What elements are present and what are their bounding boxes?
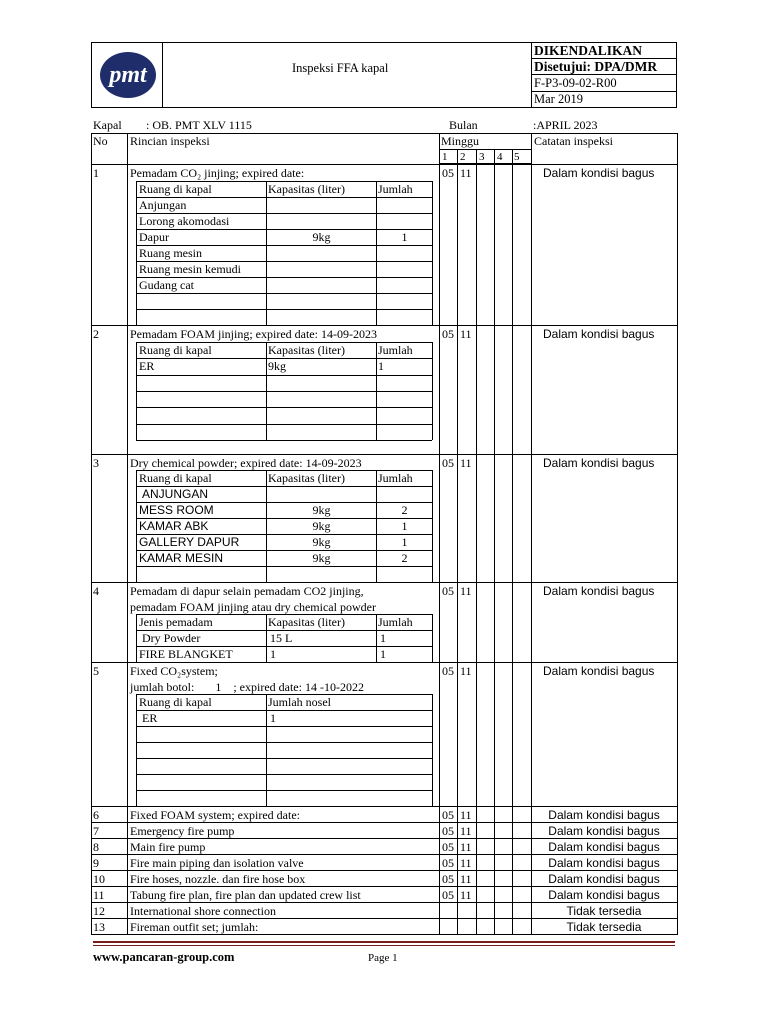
item-4-title-1: Pemadam di dapur selain pemadam CO2 jinjing, — [130, 584, 364, 598]
item-4-no: 4 — [93, 584, 99, 598]
item-5-note: Dalam kondisi bagus — [543, 664, 655, 678]
col-header-rincian: Rincian inspeksi — [130, 134, 210, 148]
item-row-note: Tidak tersedia — [566, 904, 642, 918]
item-3-capacity: 9kg — [312, 503, 331, 517]
item-row-no: 11 — [93, 888, 105, 902]
item-row-note: Tidak tersedia — [566, 920, 642, 934]
item-1-title: Pemadam CO₂ jinjing; expired date: — [130, 166, 305, 180]
item-row-desc: Fireman outfit set; jumlah: — [130, 920, 259, 934]
item-5-nozzles: 1 — [270, 711, 276, 725]
item-1-room: Lorong akomodasi — [139, 214, 230, 228]
item-5-title-1: Fixed CO₂system; — [130, 664, 218, 678]
item-row-week1: 05 — [442, 888, 454, 902]
item-3-capacity: 9kg — [312, 551, 331, 565]
week-3: 3 — [479, 151, 485, 163]
item-4-col-jenis: Jenis pemadam — [139, 615, 213, 629]
item-4-col-jumlah: Jumlah — [378, 615, 413, 629]
item-row-note: Dalam kondisi bagus — [548, 824, 660, 838]
item-4-note: Dalam kondisi bagus — [543, 584, 655, 598]
item-5-no: 5 — [93, 664, 99, 678]
item-row-no: 10 — [93, 872, 105, 886]
item-4-col-kapasitas: Kapasitas (liter) — [268, 615, 345, 629]
item-4-week1: 05 — [442, 584, 454, 598]
item-2-col-ruang: Ruang di kapal — [139, 343, 212, 357]
item-3-room: MESS ROOM — [139, 503, 214, 517]
footer-rule — [93, 941, 675, 943]
item-3-no: 3 — [93, 456, 99, 470]
item-row-week2: 11 — [460, 808, 472, 822]
item-3-capacity: 9kg — [312, 519, 331, 533]
item-row-note: Dalam kondisi bagus — [548, 808, 660, 822]
company-logo — [98, 50, 158, 100]
item-2-note: Dalam kondisi bagus — [543, 327, 655, 341]
item-2-room: ER — [139, 359, 155, 373]
item-1-room: Anjungan — [139, 198, 187, 212]
item-2-week1: 05 — [442, 327, 454, 341]
item-3-room: KAMAR MESIN — [139, 551, 224, 565]
item-5-week1: 05 — [442, 664, 454, 678]
item-4-week2: 11 — [460, 584, 472, 598]
item-3-col-ruang: Ruang di kapal — [139, 471, 212, 485]
item-row-desc: Main fire pump — [130, 840, 206, 854]
week-2: 2 — [460, 151, 466, 163]
week-4: 4 — [497, 151, 503, 163]
item-3-count: 1 — [401, 519, 408, 533]
item-5-col-ruang: Ruang di kapal — [139, 695, 212, 709]
header-form-code: F-P3-09-02-R00 — [534, 76, 617, 90]
item-row-desc: Fixed FOAM system; expired date: — [130, 808, 300, 822]
item-row-desc: International shore connection — [130, 904, 276, 918]
item-row-no: 12 — [93, 904, 105, 918]
item-row-no: 13 — [93, 920, 105, 934]
document-title: Inspeksi FFA kapal — [292, 61, 389, 75]
item-4-capacity: 15 L — [270, 631, 293, 645]
item-5-title-2: jumlah botol: 1 ; expired date: 14 -10-2022 — [130, 680, 364, 694]
footer-website: www.pancaran-group.com — [93, 950, 235, 964]
item-5-col-nosel: Jumlah nosel — [268, 695, 331, 709]
item-1-week2: 11 — [460, 166, 472, 180]
item-3-week2: 11 — [460, 456, 472, 470]
item-row-week1: 05 — [442, 824, 454, 838]
item-2-week2: 11 — [460, 327, 472, 341]
item-row-note: Dalam kondisi bagus — [548, 840, 660, 854]
item-1-room: Dapur — [139, 230, 169, 244]
item-row-no: 6 — [93, 808, 99, 822]
item-1-col-jumlah: Jumlah — [378, 182, 413, 196]
item-1-room: Ruang mesin kemudi — [139, 262, 241, 276]
col-header-catatan: Catatan inspeksi — [534, 134, 613, 148]
item-row-no: 8 — [93, 840, 99, 854]
item-1-note: Dalam kondisi bagus — [543, 166, 655, 180]
item-1-week1: 05 — [442, 166, 454, 180]
col-header-minggu: Minggu — [441, 134, 480, 148]
item-4-type: Dry Powder — [142, 631, 201, 645]
item-3-title: Dry chemical powder; expired date: 14-09-2023 — [130, 456, 362, 470]
item-1-no: 1 — [93, 166, 99, 180]
item-row-week1: 05 — [442, 872, 454, 886]
item-2-title: Pemadam FOAM jinjing; expired date: 14-09-2023 — [130, 327, 377, 341]
item-2-capacity: 9kg — [268, 359, 286, 373]
kapal-value: : OB. PMT XLV 1115 — [146, 118, 252, 132]
header-date: Mar 2019 — [534, 92, 583, 106]
item-3-week1: 05 — [442, 456, 454, 470]
item-5-room: ER — [142, 711, 158, 725]
item-row-desc: Fire hoses, nozzle. dan fire hose box — [130, 872, 306, 886]
item-row-week2: 11 — [460, 888, 472, 902]
item-2-col-kapasitas: Kapasitas (liter) — [268, 343, 345, 357]
item-row-week1: 05 — [442, 856, 454, 870]
item-3-room: KAMAR ABK — [139, 519, 209, 533]
item-3-col-kapasitas: Kapasitas (liter) — [268, 471, 345, 485]
week-5: 5 — [514, 151, 520, 163]
kapal-label: Kapal — [93, 118, 122, 132]
item-row-note: Dalam kondisi bagus — [548, 856, 660, 870]
item-row-desc: Emergency fire pump — [130, 824, 235, 838]
item-3-count: 2 — [401, 503, 408, 517]
item-row-note: Dalam kondisi bagus — [548, 872, 660, 886]
item-row-week2: 11 — [460, 840, 472, 854]
item-row-no: 9 — [93, 856, 99, 870]
item-3-capacity: 9kg — [312, 535, 331, 549]
item-1-col-kapasitas: Kapasitas (liter) — [268, 182, 345, 196]
header-approved: Disetujui: DPA/DMR — [534, 59, 658, 74]
item-3-col-jumlah: Jumlah — [378, 471, 413, 485]
item-5-week2: 11 — [460, 664, 472, 678]
item-4-capacity: 1 — [270, 647, 276, 661]
header-controlled: DIKENDALIKAN — [534, 43, 643, 58]
item-row-desc: Fire main piping dan isolation valve — [130, 856, 304, 870]
item-1-count: 1 — [401, 230, 408, 244]
item-row-week1: 05 — [442, 840, 454, 854]
item-row-note: Dalam kondisi bagus — [548, 888, 660, 902]
item-2-count: 1 — [378, 359, 384, 373]
item-row-no: 7 — [93, 824, 99, 838]
footer-page: Page 1 — [368, 952, 398, 964]
item-row-desc: Tabung fire plan, fire plan dan updated crew list — [130, 888, 361, 902]
svg-text:pmt: pmt — [109, 62, 147, 88]
item-3-note: Dalam kondisi bagus — [543, 456, 655, 470]
item-1-room: Ruang mesin — [139, 246, 202, 260]
item-row-week1: 05 — [442, 808, 454, 822]
item-4-title-2: pemadam FOAM jinjing atau dry chemical powder — [130, 600, 376, 614]
bulan-value: :APRIL 2023 — [533, 118, 598, 132]
item-1-capacity: 9kg — [312, 230, 331, 244]
item-1-room: Gudang cat — [139, 278, 194, 292]
item-4-count: 1 — [380, 631, 386, 645]
item-4-count: 1 — [380, 647, 386, 661]
item-3-count: 1 — [401, 535, 408, 549]
item-row-week2: 11 — [460, 872, 472, 886]
item-row-week2: 11 — [460, 856, 472, 870]
item-2-col-jumlah: Jumlah — [378, 343, 413, 357]
item-3-room: ANJUNGAN — [142, 487, 209, 501]
item-3-count: 2 — [401, 551, 408, 565]
bulan-label: Bulan — [449, 118, 478, 132]
item-3-room: GALLERY DAPUR — [139, 535, 240, 549]
week-1: 1 — [442, 151, 448, 163]
col-header-no: No — [93, 134, 108, 148]
item-4-type: FIRE BLANGKET — [139, 647, 233, 661]
item-row-week2: 11 — [460, 824, 472, 838]
item-2-no: 2 — [93, 327, 99, 341]
item-1-col-ruang: Ruang di kapal — [139, 182, 212, 196]
